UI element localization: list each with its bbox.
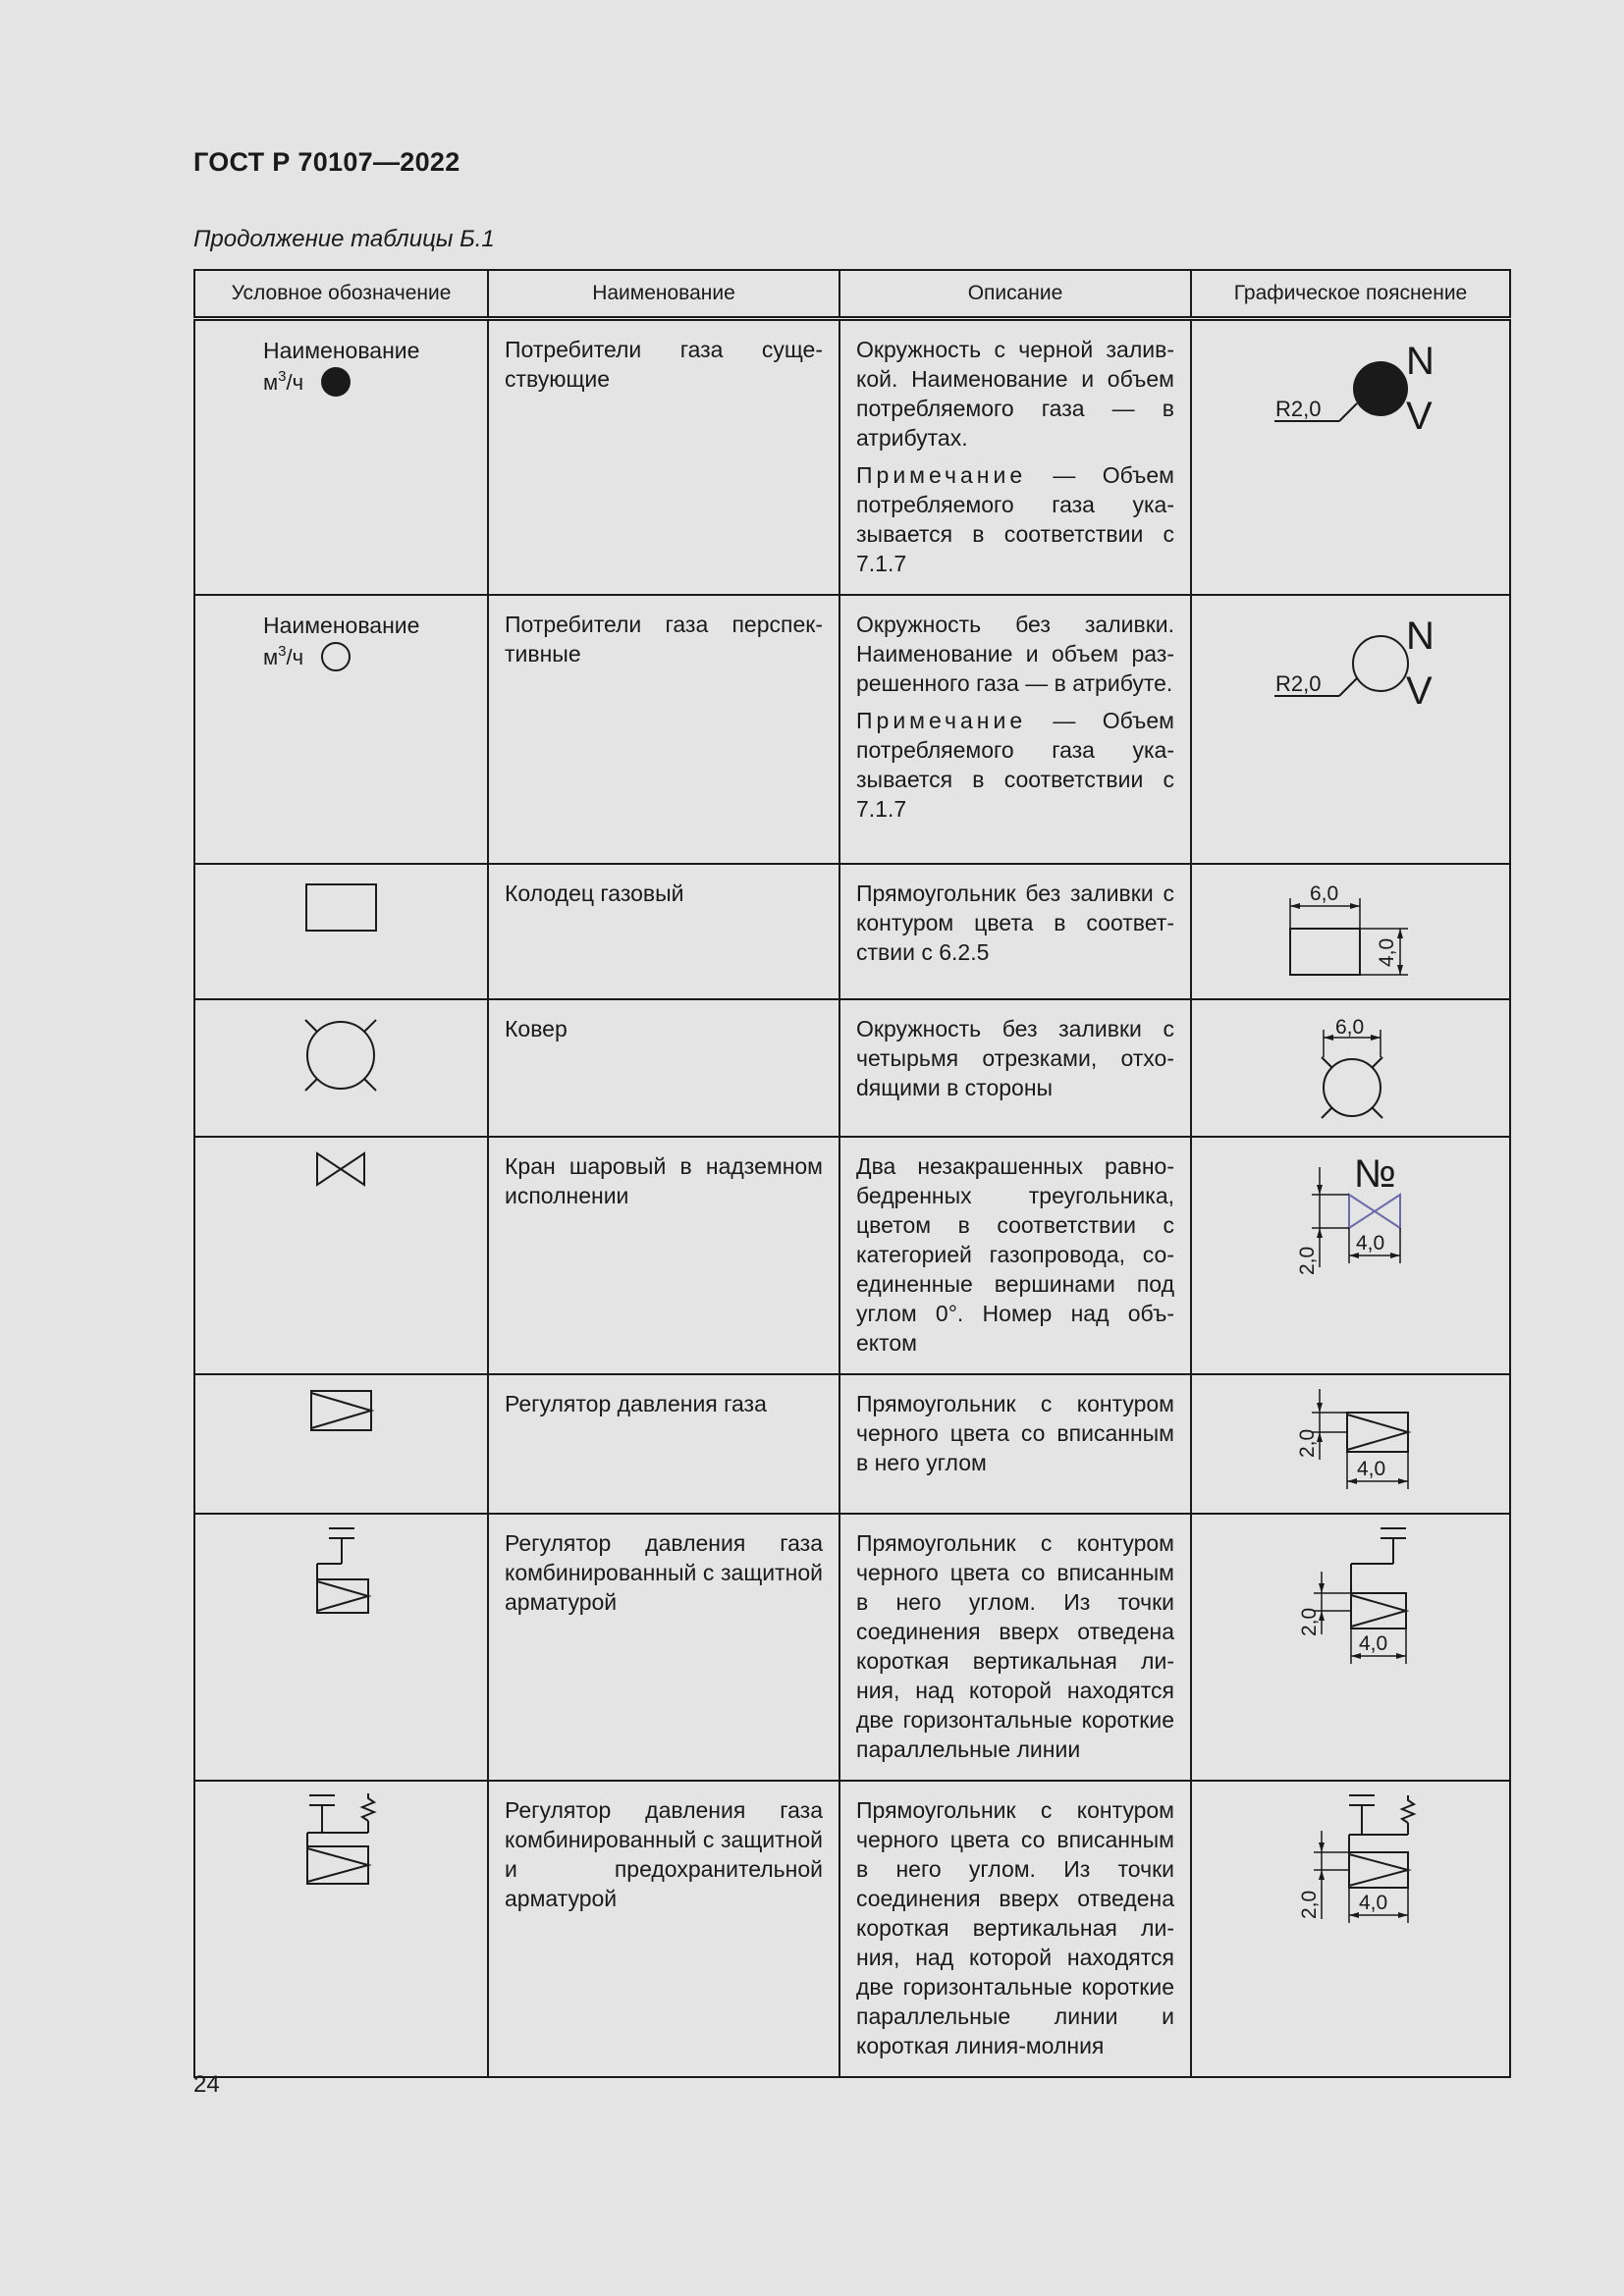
- empty-circle-icon: [307, 1022, 374, 1089]
- carpet-symbol: [195, 1000, 485, 1128]
- document-header: ГОСТ Р 70107—2022: [193, 147, 460, 177]
- description-cell: [839, 999, 1191, 1137]
- arrow-icon: [1398, 1478, 1408, 1484]
- pressure-regulator-diagram: [1192, 1375, 1507, 1511]
- leader-line: [1339, 678, 1357, 696]
- filled-circle-icon: [1353, 361, 1408, 416]
- combined-relief-regulator-symbol: [195, 1782, 485, 1899]
- arrow-icon: [1317, 1228, 1323, 1238]
- corner-tick: [1373, 1057, 1382, 1067]
- table-caption: Продолжение таблицы Б.1: [193, 226, 495, 252]
- gas-well-diagram: [1192, 865, 1507, 992]
- corner-tick: [305, 1079, 317, 1091]
- combined-relief-regulator-diagram: [1192, 1782, 1507, 1949]
- corner-tick: [364, 1020, 376, 1032]
- description-text: Прямоугольник с контуром черного цвета со вписанным в него углом: [856, 1391, 1174, 1475]
- description-text: Окружность без заливки с четырьмя отрезками, отхоdящими в стороны: [856, 1016, 1174, 1100]
- symbol-cell: [194, 595, 488, 864]
- name-cell: Потребители газа перспективные: [488, 595, 839, 864]
- combined-regulator-diagram: [1192, 1515, 1507, 1682]
- note: [856, 460, 1174, 578]
- symbol-cell: [194, 999, 488, 1137]
- width-label: 4,0: [1359, 1892, 1388, 1914]
- note-label: Примечание: [856, 708, 1027, 733]
- width-label: 4,0: [1357, 1458, 1386, 1480]
- graphic-cell: [1191, 999, 1510, 1137]
- triangle-icon: [341, 1153, 364, 1185]
- lightning-icon: [1402, 1795, 1414, 1823]
- arrow-icon: [1319, 1842, 1325, 1852]
- empty-circle-icon: [1324, 1059, 1380, 1116]
- corner-tick: [1322, 1108, 1331, 1118]
- table-row: [194, 1514, 1510, 1781]
- symbol-label: Наименование: [263, 338, 420, 363]
- description-cell: [839, 1137, 1191, 1374]
- width-label: 4,0: [1356, 1232, 1385, 1255]
- triangle-icon: [1375, 1195, 1400, 1228]
- description-cell: [839, 1781, 1191, 2077]
- graphic-cell: [1191, 1514, 1510, 1781]
- note-text: — Объем потребляемого газа указывается в соответствии с 7.1.7: [856, 462, 1174, 576]
- description-cell: [839, 319, 1191, 596]
- volume-attribute-letter: V: [1406, 395, 1433, 438]
- symbol-label: Наименование: [263, 613, 420, 638]
- symbol-cell: [194, 1137, 488, 1374]
- height-label: 2,0: [1298, 1890, 1321, 1919]
- name-cell: Кран шаровый в надземном исполнении: [488, 1137, 839, 1374]
- height-label: 2,0: [1298, 1607, 1321, 1636]
- empty-circle-diagram: [1192, 596, 1507, 723]
- height-label: 2,0: [1296, 1428, 1319, 1458]
- table-row: [194, 999, 1510, 1137]
- arrow-icon: [1347, 1478, 1357, 1484]
- rectangle-icon: [1290, 929, 1360, 975]
- name-cell: Регулятор давления газа: [488, 1374, 839, 1514]
- arrow-icon: [1350, 903, 1360, 909]
- arrow-icon: [1371, 1035, 1380, 1041]
- graphic-cell: [1191, 1137, 1510, 1374]
- existing-consumer-symbol: [195, 321, 485, 400]
- table-row: [194, 1137, 1510, 1374]
- graphic-cell: [1191, 595, 1510, 864]
- prospective-consumer-symbol: [195, 596, 485, 674]
- symbols-table: [193, 269, 1511, 2078]
- graphic-cell: [1191, 319, 1510, 596]
- arrow-icon: [1290, 903, 1300, 909]
- angle-icon: [311, 1393, 371, 1428]
- arrow-icon: [1317, 1185, 1323, 1195]
- triangle-icon: [1349, 1195, 1375, 1228]
- ball-valve-symbol: [195, 1138, 485, 1197]
- leader-line: [1339, 403, 1357, 421]
- arrow-icon: [1398, 1912, 1408, 1918]
- radius-label: R2,0: [1275, 671, 1322, 696]
- description-text: Прямоугольник без заливки с контуром цвета в соответствии с 6.2.5: [856, 881, 1174, 965]
- width-label: 4,0: [1359, 1632, 1388, 1655]
- empty-circle-icon: [1353, 636, 1408, 691]
- description-text: Окружность с черной заливкой. Наименование и объем потребляемого газа — в атрибутах.: [856, 337, 1174, 451]
- symbol-unit: $м^3/ч$: [263, 643, 304, 669]
- height-label: 4,0: [1376, 937, 1398, 967]
- arrow-icon: [1390, 1253, 1400, 1258]
- angle-icon: [1351, 1595, 1406, 1627]
- name-cell: Потребители газа существующие: [488, 319, 839, 596]
- corner-tick: [364, 1079, 376, 1091]
- width-label: 6,0: [1335, 1016, 1365, 1039]
- empty-circle-icon: [322, 643, 350, 670]
- corner-tick: [1322, 1057, 1331, 1067]
- triangle-icon: [317, 1153, 341, 1185]
- symbol-unit: $м^3/ч$: [263, 368, 304, 395]
- lightning-icon: [362, 1793, 374, 1821]
- table-header-row: [194, 270, 1510, 319]
- filled-circle-icon: [321, 367, 351, 397]
- angle-icon: [307, 1848, 368, 1882]
- column-header-symbol: Условное обозначение: [194, 270, 488, 319]
- column-header-description: Описание: [839, 270, 1191, 319]
- arrow-icon: [1396, 1653, 1406, 1659]
- note: [856, 706, 1174, 824]
- name-attribute-letter: N: [1406, 340, 1435, 383]
- description-cell: [839, 864, 1191, 999]
- description-cell: [839, 595, 1191, 864]
- arrow-icon: [1349, 1912, 1359, 1918]
- description-text: Два незакрашенных равнобедренных треугольника, цветом в соответствии с категорией газопровода, соединенные вершинами под углом 0°. Номер над объектом: [856, 1153, 1174, 1356]
- table-row: [194, 595, 1510, 864]
- arrow-icon: [1319, 1870, 1325, 1880]
- description-text: Прямоугольник с контуром черного цвета со вписанным в него углом. Из точки соединения вверх отведена короткая вертикальная линия, над которой находятся две горизонтальные короткие параллельные линии: [856, 1530, 1174, 1762]
- pressure-regulator-symbol: [195, 1375, 485, 1444]
- name-cell: Колодец газовый: [488, 864, 839, 999]
- graphic-cell: [1191, 864, 1510, 999]
- description-cell: [839, 1374, 1191, 1514]
- name-cell: Регулятор давления газа комбинированный с защитной арматурой: [488, 1514, 839, 1781]
- corner-tick: [305, 1020, 317, 1032]
- graphic-cell: [1191, 1374, 1510, 1514]
- table-row: [194, 319, 1510, 596]
- symbol-cell: [194, 1781, 488, 2077]
- combined-regulator-symbol: [195, 1515, 485, 1632]
- carpet-diagram: [1192, 1000, 1507, 1134]
- angle-icon: [317, 1581, 368, 1611]
- name-attribute-letter: N: [1406, 614, 1435, 658]
- description-text: Прямоугольник с контуром черного цвета со вписанным в него углом. Из точки соединения вверх отведена короткая вертикальная линия, над которой находятся две горизонтальные короткие параллельные линии и короткая линия-молния: [856, 1797, 1174, 2058]
- rectangle-icon: [1347, 1413, 1408, 1452]
- arrow-icon: [1324, 1035, 1333, 1041]
- angle-icon: [1347, 1415, 1408, 1450]
- symbol-cell: [194, 1374, 488, 1514]
- page-number: 24: [193, 2071, 220, 2098]
- volume-attribute-letter: V: [1406, 669, 1433, 713]
- table-row: [194, 864, 1510, 999]
- column-header-graphic: Графическое пояснение: [1191, 270, 1510, 319]
- filled-circle-diagram: [1192, 321, 1507, 449]
- table-row: [194, 1374, 1510, 1514]
- angle-icon: [1349, 1854, 1408, 1886]
- arrow-icon: [1397, 929, 1403, 938]
- arrow-icon: [1319, 1583, 1325, 1593]
- table-row: [194, 1781, 1510, 2077]
- number-label: №: [1354, 1152, 1396, 1196]
- rectangle-icon: [307, 1846, 368, 1884]
- radius-label: R2,0: [1275, 397, 1322, 421]
- note-text: — Объем потребляемого газа указывается в соответствии с 7.1.7: [856, 708, 1174, 822]
- symbol-cell: [194, 319, 488, 596]
- arrow-icon: [1317, 1403, 1323, 1413]
- name-cell: Ковер: [488, 999, 839, 1137]
- symbol-cell: [194, 864, 488, 999]
- description-text: Окружность без заливки. Наименование и объем разрешенного газа — в атрибуте.: [856, 612, 1174, 696]
- description-cell: [839, 1514, 1191, 1781]
- corner-tick: [1373, 1108, 1382, 1118]
- column-header-name: Наименование: [488, 270, 839, 319]
- graphic-cell: [1191, 1781, 1510, 2077]
- note-label: Примечание: [856, 462, 1027, 488]
- gas-well-symbol: [195, 865, 485, 963]
- height-label: 2,0: [1296, 1246, 1319, 1275]
- width-label: 6,0: [1310, 882, 1339, 905]
- rectangle-icon: [311, 1391, 371, 1430]
- rectangle-icon: [306, 884, 376, 931]
- name-cell: Регулятор давления газа комбинированный с защитной и предохранительной арматурой: [488, 1781, 839, 2077]
- symbol-cell: [194, 1514, 488, 1781]
- ball-valve-diagram: [1192, 1138, 1507, 1285]
